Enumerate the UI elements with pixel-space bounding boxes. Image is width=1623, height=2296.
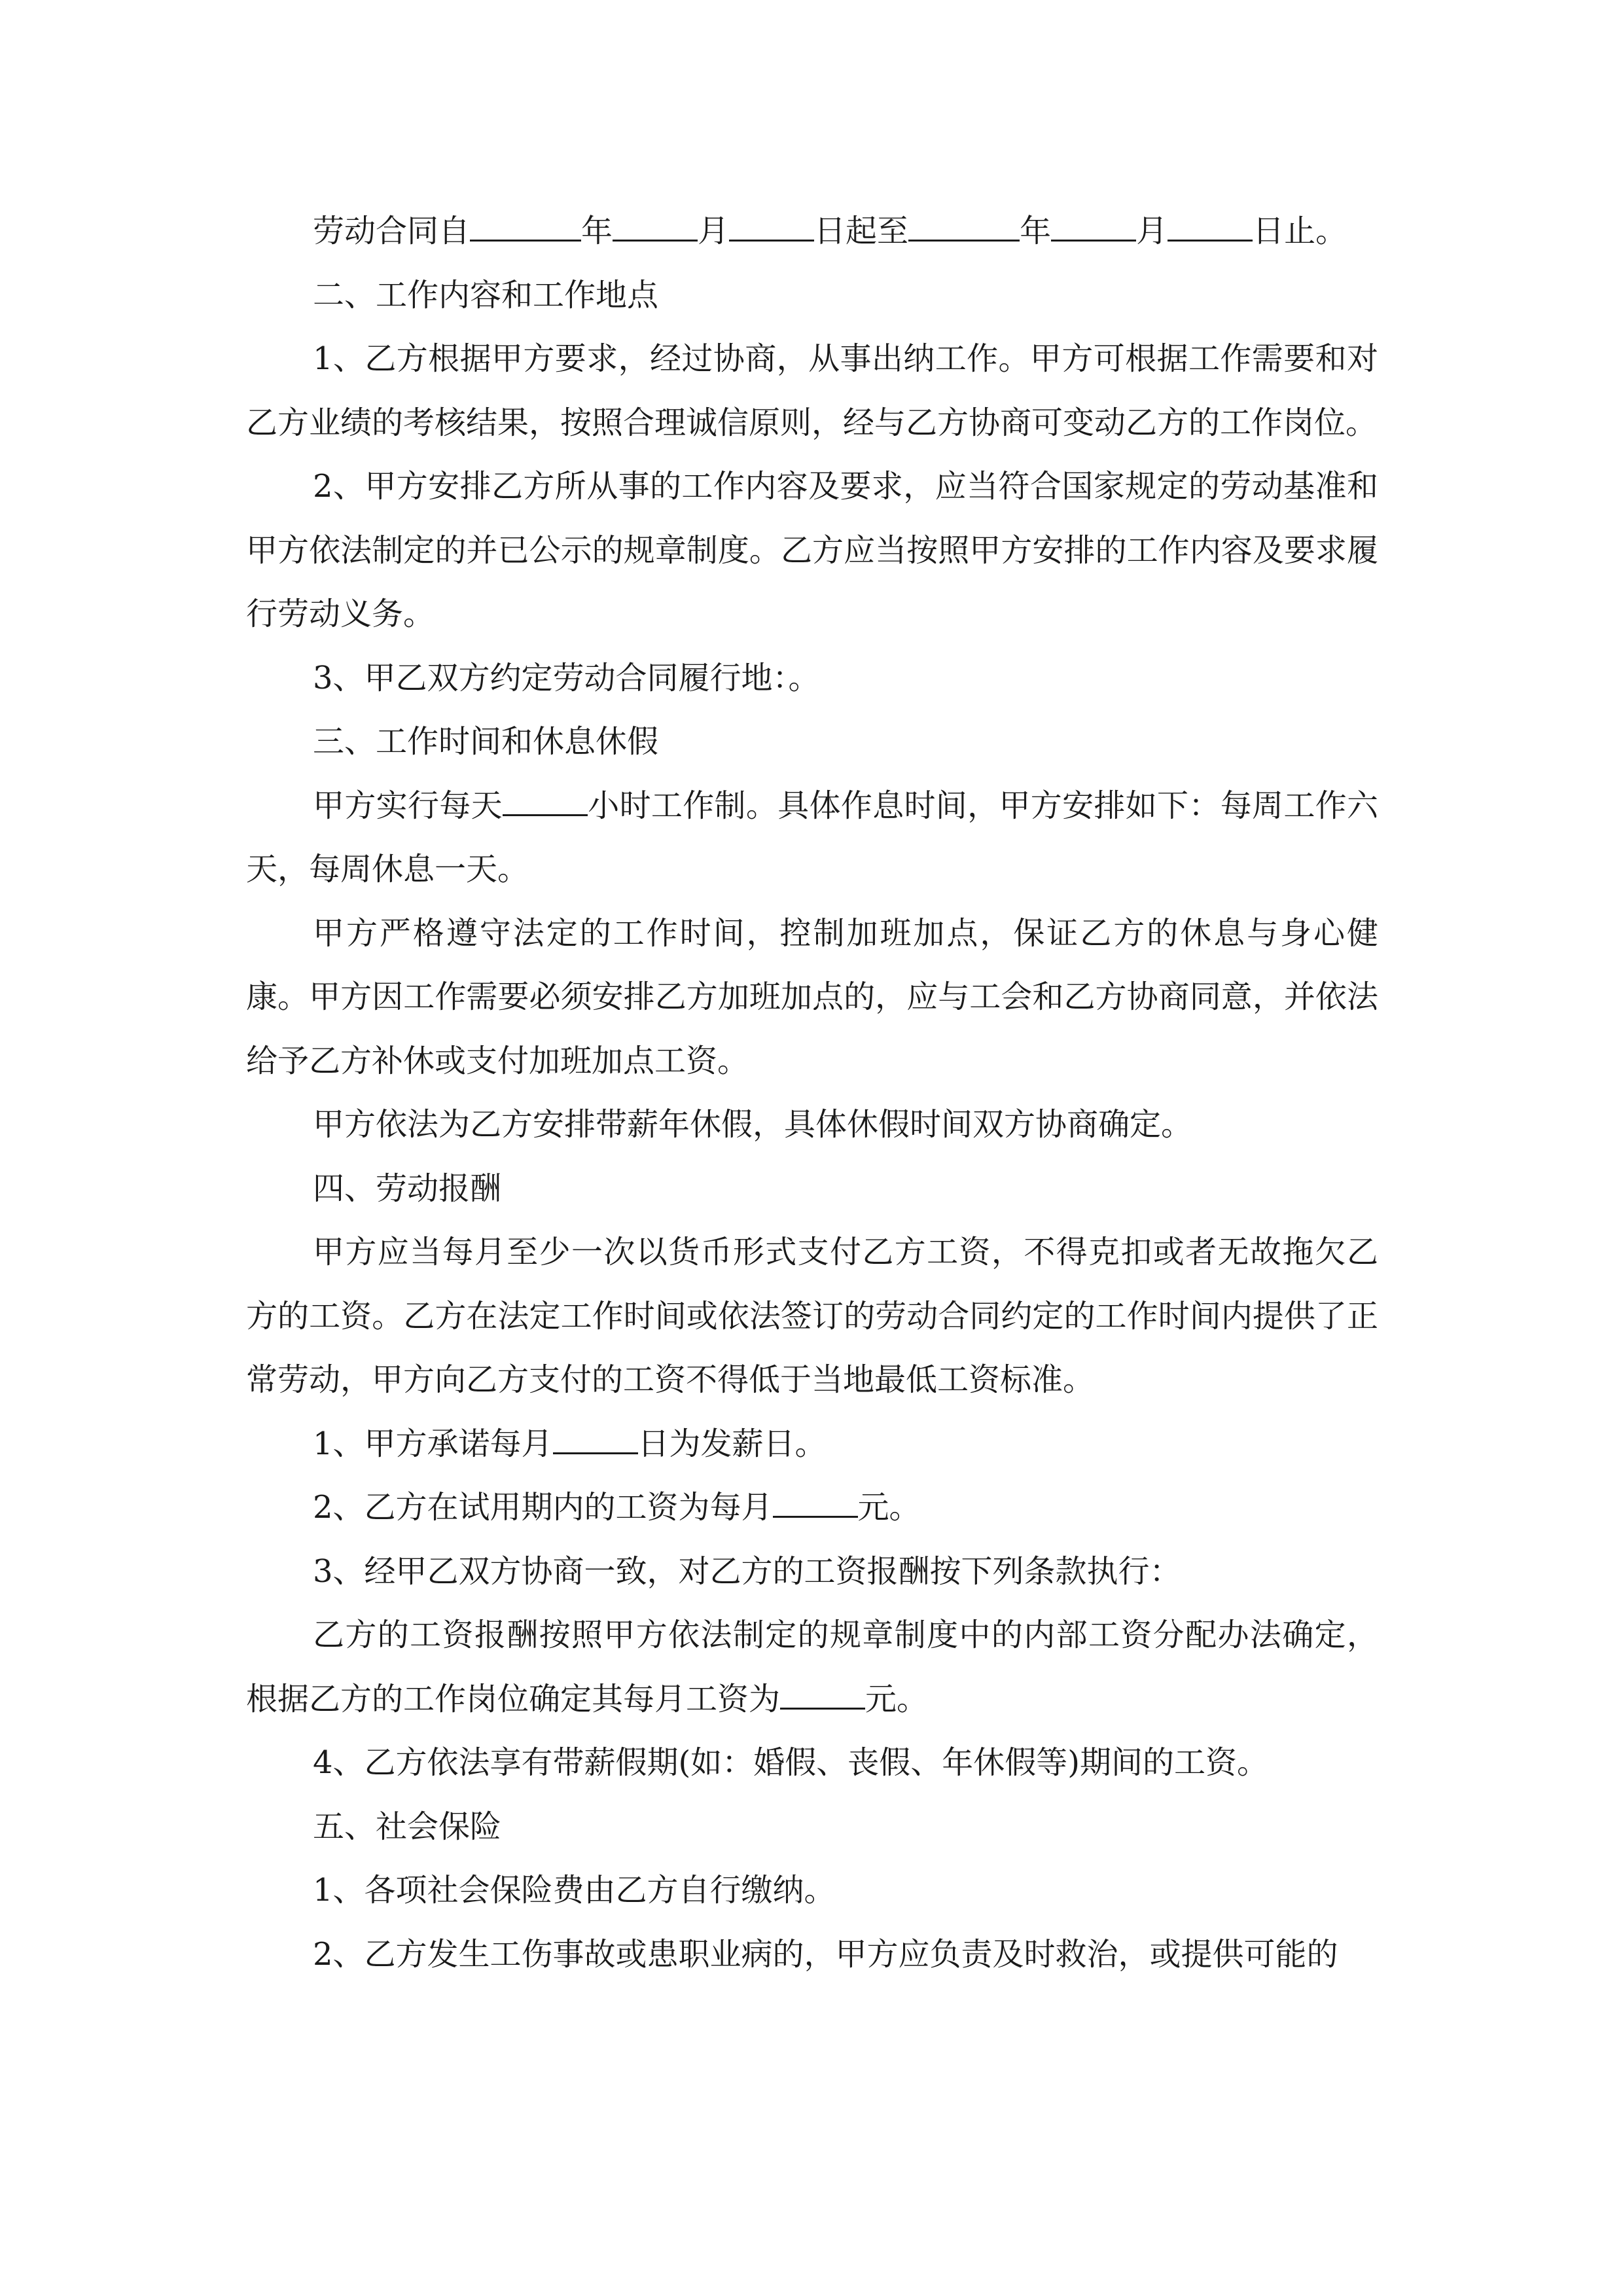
start-month-blank	[613, 213, 698, 242]
contract-term-line	[246, 200, 1378, 264]
paragraph-work-hours: 甲方实行每天 小时工作制。具体作息时间，甲方安排如下：每周工作六天，每周休息一天。	[246, 787, 1378, 888]
paragraph-payday: 1、甲方承诺每月 日为发薪日。	[313, 1425, 827, 1462]
start-year-label: 年	[581, 213, 613, 249]
paragraph-work-injury: 2、乙方发生工伤事故或患职业病的，甲方应负责及时救治，或提供可能的	[313, 1935, 1338, 1973]
start-month-label: 月	[698, 213, 730, 249]
payday-blank	[553, 1426, 638, 1454]
paragraph-monthly-wage: 乙方的工资报酬按照甲方依法制定的规章制度中的内部工资分配办法确定，根据乙方的工作岗位确定其每月工资为 元。	[246, 1617, 1378, 1717]
monthly-wage-blank	[780, 1681, 865, 1710]
end-day-blank	[1168, 213, 1253, 242]
paragraph-insurance-fees: 1、各项社会保险费由乙方自行缴纳。	[313, 1872, 836, 1909]
paragraph-wage-terms: 3、经甲乙双方协商一致，对乙方的工资报酬按下列条款执行：	[313, 1552, 1181, 1590]
probation-wage-blank	[773, 1490, 858, 1518]
end-year-label: 年	[1020, 213, 1052, 249]
paragraph-overtime: 甲方严格遵守法定的工作时间，控制加班加点，保证乙方的休息与身心健康。甲方因工作需要必须安排乙方加班加点的，应与工会和乙方协商同意，并依法给予乙方补休或支付加班加点工资。	[246, 914, 1378, 1079]
paragraph-holiday-wage: 4、乙方依法享有带薪假期(如：婚假、丧假、年休假等)期间的工资。	[313, 1744, 1268, 1781]
section-heading-work-content: 二、工作内容和工作地点	[313, 276, 659, 314]
contract-body	[246, 200, 1378, 1986]
paragraph-paid-leave: 甲方依法为乙方安排带薪年休假，具体休假时间双方协商确定。	[313, 1106, 1193, 1143]
daily-hours-blank	[503, 788, 588, 816]
paragraph-probation-wage: 2、乙方在试用期内的工资为每月 元。	[313, 1489, 921, 1526]
end-year-blank	[908, 213, 1020, 242]
paragraph-wage-payment: 甲方应当每月至少一次以货币形式支付乙方工资，不得克扣或者无故拖欠乙方的工资。乙方在法定工作时间或依法签订的劳动合同约定的工作时间内提供了正常劳动，甲方向乙方支付的工资不得低于当地最低工资标准。	[246, 1234, 1378, 1398]
term-prefix: 劳动合同自	[313, 213, 471, 249]
paragraph-work-requirements: 2、甲方安排乙方所从事的工作内容及要求，应当符合国家规定的劳动基准和甲方依法制定的并已公示的规章制度。乙方应当按照甲方安排的工作内容及要求履行劳动义务。	[246, 468, 1378, 632]
section-heading-remuneration: 四、劳动报酬	[313, 1170, 502, 1207]
start-day-label: 日起至	[814, 213, 909, 249]
end-month-label: 月	[1136, 213, 1168, 249]
start-day-blank	[729, 213, 814, 242]
paragraph-work-location: 3、甲乙双方约定劳动合同履行地：。	[313, 659, 820, 696]
end-day-label: 日止。	[1253, 213, 1347, 249]
paragraph-work-assignment: 1、乙方根据甲方要求，经过协商，从事出纳工作。甲方可根据工作需要和对乙方业绩的考核结果，按照合理诚信原则，经与乙方协商可变动乙方的工作岗位。	[246, 340, 1378, 441]
end-month-blank	[1051, 213, 1136, 242]
start-year-blank	[470, 213, 581, 242]
section-heading-work-time: 三、工作时间和休息休假	[313, 723, 659, 760]
section-heading-social-insurance: 五、社会保险	[313, 1808, 502, 1845]
